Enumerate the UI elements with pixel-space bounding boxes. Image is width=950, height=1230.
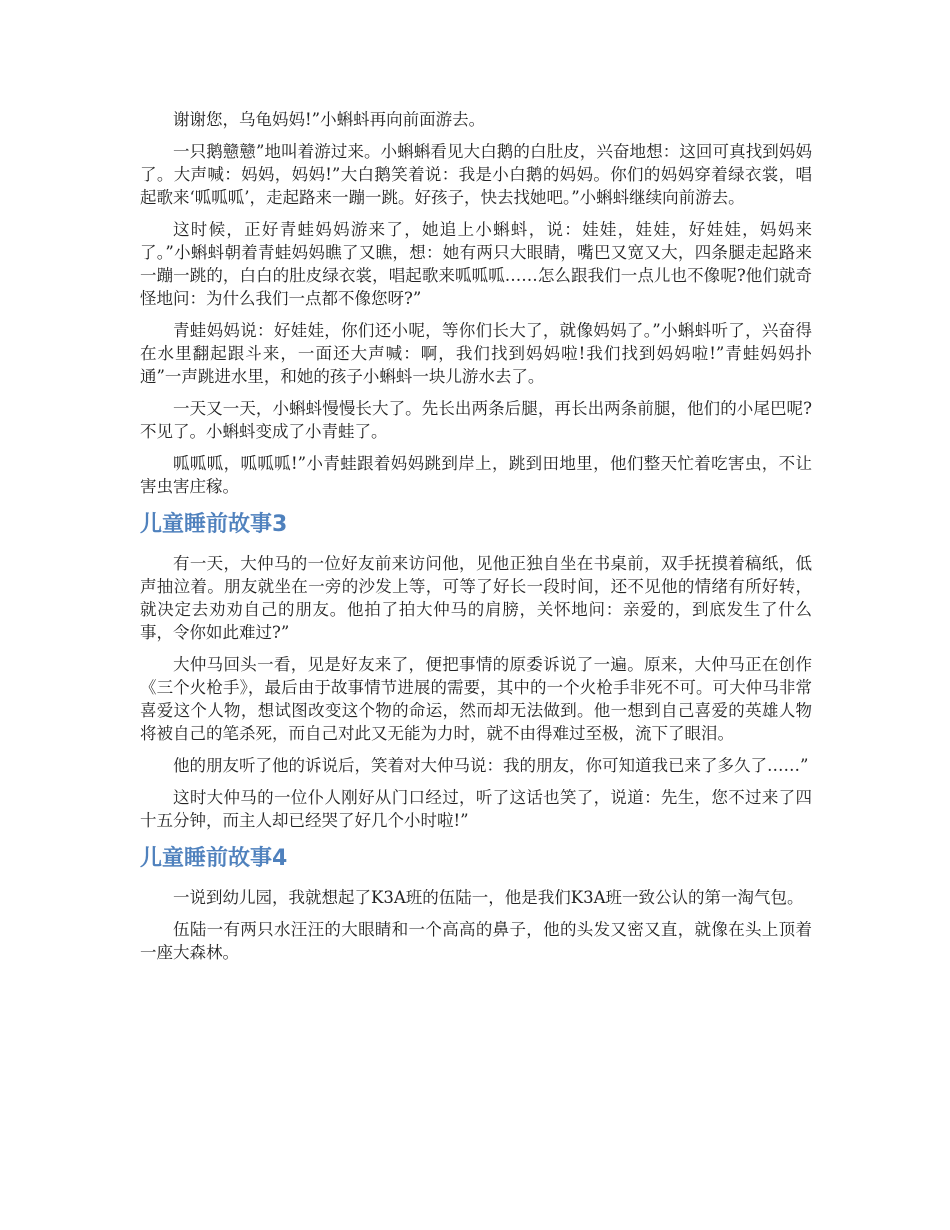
- paragraph: 伍陆一有两只水汪汪的大眼睛和一个高高的鼻子，他的头发又密又直，就像在头上顶着一座大森林。: [140, 920, 812, 962]
- paragraph: 呱呱呱，呱呱呱!”小青蛙跟着妈妈跳到岸上，跳到田地里，他们整天忙着吃害虫，不让害虫害庄稼。: [140, 454, 812, 496]
- section-heading: 儿童睡前故事3: [140, 512, 288, 537]
- paragraph: 青蛙妈妈说：好娃娃，你们还小呢，等你们长大了，就像妈妈了。”小蝌蚪听了，兴奋得在水里翻起跟斗来，一面还大声喊：啊，我们找到妈妈啦!我们找到妈妈啦!”青蛙妈妈扑通”一声跳进水里，和她的孩子小蝌蚪一块儿游水去了。: [140, 321, 812, 386]
- paragraph: 这时候，正好青蛙妈妈游来了，她追上小蝌蚪，说：娃娃，娃娃，好娃娃，妈妈来了。”小蝌蚪朝着青蛙妈妈瞧了又瞧，想：她有两只大眼睛，嘴巴又宽又大，四条腿走起路来一蹦一跳的，白白的肚皮绿衣裳，唱起歌来呱呱呱……怎么跟我们一点儿也不像呢?他们就奇怪地问：为什么我们一点都不像您呀?”: [140, 220, 812, 308]
- paragraph: 谢谢您，乌龟妈妈!”小蝌蚪再向前面游去。: [173, 110, 486, 129]
- document-page: [140, 108, 812, 973]
- section-heading: 儿童睡前故事4: [140, 846, 288, 871]
- paragraph: 他的朋友听了他的诉说后，笑着对大仲马说：我的朋友，你可知道我已来了多久了……”: [173, 756, 809, 775]
- paragraph: 有一天，大仲马的一位好友前来访问他，见他正独自坐在书桌前，双手抚摸着稿纸，低声抽泣着。朋友就坐在一旁的沙发上等，可等了好长一段时间，还不见他的情绪有所好转，就决定去劝劝自己的朋友。他拍了拍大仲马的肩膀，关怀地问：亲爱的，到底发生了什么事，令你如此难过?”: [140, 554, 812, 642]
- paragraph: 大仲马回头一看，见是好友来了，便把事情的原委诉说了一遍。原来，大仲马正在创作《三个火枪手》，最后由于故事情节进展的需要，其中的一个火枪手非死不可。可大仲马非常喜爱这个人物，想试图改变这个物的命运，然而却无法做到。他一想到自己喜爱的英雄人物将被自己的笔杀死，而自己对此又无能为力时，就不由得难过至极，流下了眼泪。: [140, 655, 812, 743]
- paragraph: 一只鹅戆戆”地叫着游过来。小蝌蝌看见大白鹅的白肚皮，兴奋地想：这回可真找到妈妈了。大声喊：妈妈，妈妈!”大白鹅笑着说：我是小白鹅的妈妈。你们的妈妈穿着绿衣裳，唱起歌来‘呱呱呱’，走起路来一蹦一跳。好孩子，快去找她吧。”小蝌蚪继续向前游去。: [140, 142, 812, 207]
- paragraph: 一天又一天，小蝌蚪慢慢长大了。先长出两条后腿，再长出两条前腿，他们的小尾巴呢?不见了。小蝌蚪变成了小青蛙了。: [140, 399, 812, 441]
- paragraph: 这时大仲马的一位仆人刚好从门口经过，听了这话也笑了，说道：先生，您不过来了四十五分钟，而主人却已经哭了好几个小时啦!”: [140, 788, 812, 830]
- paragraph: 一说到幼儿园，我就想起了K3A班的伍陆一，他是我们K3A班一致公认的第一淘气包。: [173, 888, 804, 907]
